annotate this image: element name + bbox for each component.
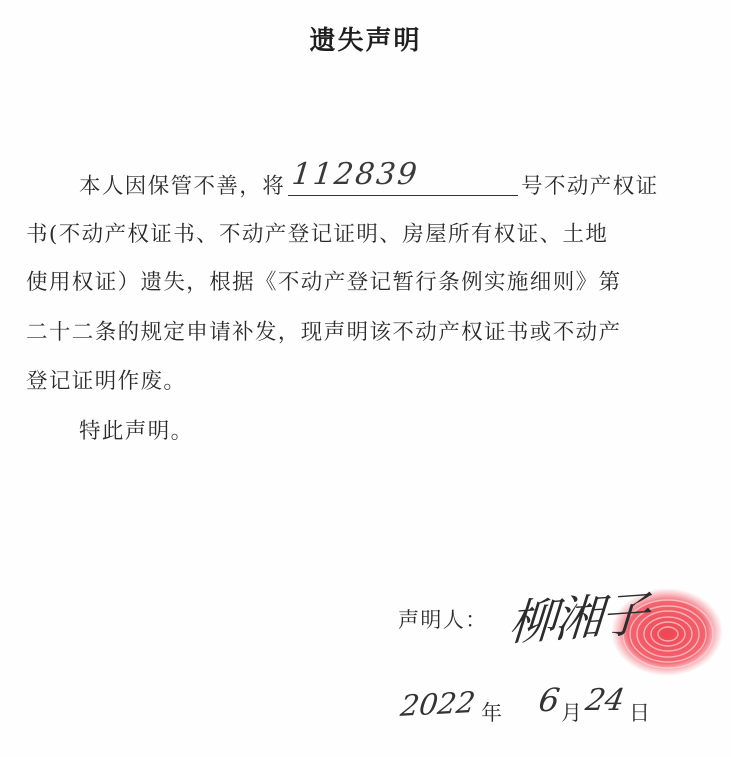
statement-line-3: 使用权证）遗失，根据《不动产登记暂行条例实施细则》第	[26, 270, 622, 295]
page-title: 遗失声明	[309, 26, 422, 56]
date-month-label: 月	[561, 701, 582, 725]
closing-line: 特此声明。	[79, 419, 194, 444]
date-month: 6	[536, 681, 563, 719]
certificate-number-blank	[288, 157, 518, 196]
statement-line-1	[79, 157, 659, 202]
date-year-label: 年	[481, 701, 502, 725]
declarant-label: 声明人：	[398, 608, 488, 632]
date-day-label: 日	[629, 701, 650, 725]
signature-date	[398, 683, 718, 733]
statement-line-4: 二十二条的规定申请补发，现声明该不动产权证书或不动产	[26, 320, 622, 345]
line1-prefix: 本人因保管不善，将	[79, 174, 286, 199]
statement-line-2: 书(不动产权证书、不动产登记证明、房屋所有权证、土地	[26, 222, 609, 247]
handwritten-signature: 柳湘子	[506, 586, 649, 653]
statement-line-5: 登记证明作废。	[26, 369, 187, 394]
line1-suffix: 号不动产权证	[521, 174, 659, 199]
date-year: 2022	[398, 685, 478, 723]
date-day: 24	[582, 683, 628, 718]
certificate-number: 112839	[290, 157, 421, 192]
